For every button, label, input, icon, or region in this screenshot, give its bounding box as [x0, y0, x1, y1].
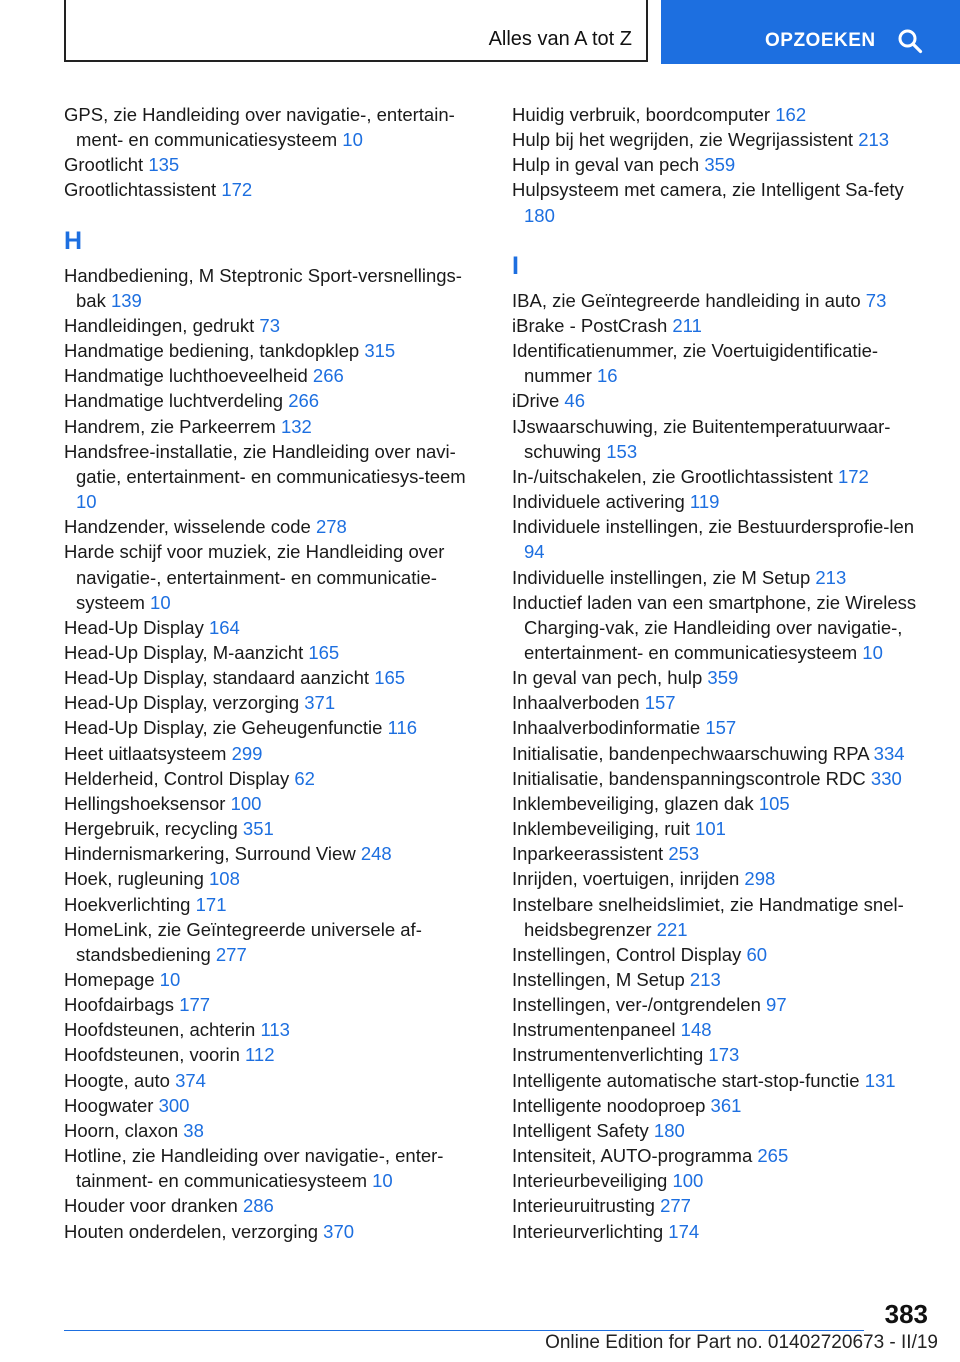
index-entry: [64, 967, 484, 992]
index-entry-text: Initialisatie, bandenpechwaarschuwing RPA: [512, 742, 874, 764]
index-entry-text: Inductief laden van een smartphone, zie Wireless Charging-vak, zie Handleiding over navigatie-, entertainment- en communicatiesysteem: [512, 591, 917, 663]
index-entry: [512, 816, 932, 841]
index-entry: [64, 514, 484, 539]
index-page-link[interactable]: 10: [342, 129, 363, 151]
index-entry: [512, 590, 932, 665]
index-page-link[interactable]: 94: [524, 541, 545, 563]
index-entry: [512, 1219, 932, 1244]
index-entry-text: Inhaalverboden: [512, 692, 645, 714]
index-page-link[interactable]: 253: [668, 843, 700, 865]
index-entry-text: Hoogte, auto: [64, 1069, 176, 1091]
index-entry-text: Handrem, zie Parkeerrem: [64, 415, 281, 437]
index-page-link[interactable]: 100: [230, 792, 262, 814]
index-entry-text: Grootlichtassistent: [64, 179, 222, 201]
index-entry: [512, 565, 932, 590]
index-entry-text: IBA, zie Geïntegreerde handleiding in auto: [512, 289, 866, 311]
index-page-link[interactable]: 361: [710, 1094, 742, 1116]
index-page-link[interactable]: 266: [288, 390, 320, 412]
index-page-link[interactable]: 299: [231, 742, 263, 764]
index-entry: [64, 1193, 484, 1218]
footer-edition-text: Online Edition for Part no. 01402720673 - II/19: [545, 1332, 938, 1353]
index-entry-text: Helderheid, Control Display: [64, 767, 295, 789]
index-page-link[interactable]: 119: [689, 491, 720, 513]
index-entry: [512, 791, 932, 816]
index-entry: [512, 741, 932, 766]
index-page-link[interactable]: 277: [215, 943, 247, 965]
index-page-link[interactable]: 101: [695, 818, 726, 840]
footer-divider: [64, 1330, 864, 1331]
index-page-link[interactable]: 157: [644, 692, 676, 714]
index-entry-text: Inrijden, voertuigen, inrijden: [512, 868, 745, 890]
index-entry-text: Hoofdsteunen, achterin: [64, 1019, 261, 1041]
index-entry-text: iDrive: [512, 390, 565, 412]
index-entry: [512, 514, 932, 564]
index-entry-text: Inhaalverbodinformatie: [512, 717, 706, 739]
index-entry-text: Handmatige luchtverdeling: [64, 390, 289, 412]
index-page-link[interactable]: 10: [76, 491, 97, 513]
index-page-link[interactable]: 359: [707, 667, 739, 689]
index-entry: [64, 1219, 484, 1244]
index-page-link[interactable]: 162: [775, 104, 807, 125]
index-entry-text: Hoofdairbags: [64, 994, 180, 1016]
index-entry-text: Hergebruik, recycling: [64, 818, 243, 840]
index-entry: [512, 841, 932, 866]
index-entry: [512, 1143, 932, 1168]
index-page-link[interactable]: 113: [260, 1019, 290, 1041]
index-entry-text: Intelligente automatische start-stop-functie: [512, 1069, 865, 1091]
index-entry-text: Harde schijf voor muziek, zie Handleiding over navigatie-, entertainment- en communicatie‐systeem: [64, 541, 445, 613]
index-page-link[interactable]: 351: [242, 818, 274, 840]
index-entry-text: Instellingen, ver-/ontgrendelen: [512, 994, 767, 1016]
index-page-link[interactable]: 172: [837, 465, 869, 487]
index-entry-text: Instrumentenverlichting: [512, 1044, 709, 1066]
index-entry-text: HomeLink, zie Geïntegreerde universele af‐standsbediening: [64, 918, 422, 965]
index-page-link[interactable]: 60: [746, 943, 768, 965]
index-page-link[interactable]: 62: [294, 767, 315, 789]
index-entry: [512, 152, 932, 177]
index-entry: [64, 414, 484, 439]
index-entry: [64, 892, 484, 917]
index-entry: [512, 177, 932, 227]
index-entry-text: Hulpsysteem met camera, zie Intelligent Sa‐fety: [512, 179, 904, 201]
index-page-link[interactable]: 213: [858, 129, 890, 151]
index-page-link[interactable]: 213: [815, 566, 847, 588]
index-entry: [512, 1193, 932, 1218]
index-page-link[interactable]: 371: [304, 692, 336, 714]
index-entry: [64, 841, 484, 866]
index-entry-text: Handmatige bediening, tankdopklep: [64, 340, 365, 362]
index-page-link[interactable]: 157: [705, 717, 737, 739]
index-entry: [64, 539, 484, 614]
header-tabbar: [0, 0, 960, 66]
index-entry: [64, 741, 484, 766]
index-entry: [512, 1168, 932, 1193]
index-entry: [64, 917, 484, 967]
index-entry: [64, 1042, 484, 1067]
index-entry: [64, 992, 484, 1017]
index-entry: [64, 715, 484, 740]
index-entry-text: Homepage: [64, 969, 160, 990]
index-entry-text: Instelbare snelheidslimiet, zie Handmatige snel‐heidsbegrenzer: [512, 893, 904, 940]
index-entry-text: Hoofdsteunen, voorin: [64, 1044, 246, 1066]
index-entry: [64, 1118, 484, 1143]
index-entry-text: Houder voor dranken: [64, 1195, 243, 1217]
index-entry: [64, 615, 484, 640]
index-entry: [512, 1068, 932, 1093]
index-page-link[interactable]: 370: [323, 1220, 355, 1242]
index-page-link[interactable]: 16: [597, 365, 618, 387]
index-entry: [512, 766, 932, 791]
index-entry-text: Handleidingen, gedrukt: [64, 314, 260, 336]
index-entry-text: Hindernismarkering, Surround View: [64, 843, 361, 865]
index-entry: [512, 715, 932, 740]
index-entry: [64, 439, 484, 514]
index-entry: [512, 1042, 932, 1067]
index-column-right: [512, 102, 932, 1244]
index-page-link[interactable]: 135: [148, 154, 180, 176]
index-entry-text: Identificatienummer, zie Voertuigidentificatie‐nummer: [512, 340, 879, 387]
index-page-link[interactable]: 180: [653, 1119, 685, 1141]
index-page-link[interactable]: 10: [372, 1170, 393, 1192]
index-entry-text: Hellingshoeksensor: [64, 792, 231, 814]
index-entry-text: Head-Up Display: [64, 616, 209, 638]
index-page-link[interactable]: 172: [221, 179, 253, 201]
index-page-link[interactable]: 38: [183, 1119, 204, 1141]
index-page-link[interactable]: 277: [660, 1195, 691, 1217]
index-page-link[interactable]: 265: [757, 1145, 789, 1167]
index-page-link[interactable]: 334: [873, 742, 905, 764]
index-entry-text: Inklembeveiliging, glazen dak: [512, 792, 759, 814]
index-entry: [512, 388, 932, 413]
tab-a-to-z-label: Alles van A tot Z: [488, 28, 632, 50]
index-page-link[interactable]: 173: [708, 1044, 740, 1066]
index-entry-text: Grootlicht: [64, 154, 149, 176]
index-entry: [512, 967, 932, 992]
index-entry: [512, 338, 932, 388]
index-page-link[interactable]: 164: [208, 616, 240, 638]
index-page-link[interactable]: 153: [606, 440, 638, 462]
index-entry: [64, 1143, 484, 1193]
index-entry: [512, 665, 932, 690]
index-entry: [512, 892, 932, 942]
index-entry: [512, 102, 932, 127]
index-page-link[interactable]: 148: [680, 1019, 712, 1041]
index-entry-text: IJswaarschuwing, zie Buitentemperatuurwaar‐schuwing: [512, 415, 891, 462]
index-entry: [64, 313, 484, 338]
index-entry-text: Handzender, wisselende code: [64, 516, 316, 538]
index-entry-text: Initialisatie, bandenspanningscontrole RDC: [512, 767, 871, 789]
index-page-link[interactable]: 315: [364, 340, 396, 362]
index-page-link[interactable]: 177: [179, 994, 211, 1016]
index-page-link[interactable]: 300: [158, 1094, 190, 1116]
index-entry-text: Individuelle instellingen, zie M Setup: [512, 566, 816, 588]
index-entry: [512, 464, 932, 489]
tab-search[interactable]: [661, 0, 960, 64]
index-entry-text: Inparkeerassistent: [512, 843, 669, 865]
index-entry: [512, 1093, 932, 1118]
index-entry-text: Intensiteit, AUTO-programma: [512, 1145, 758, 1167]
index-entry: [64, 640, 484, 665]
index-entry: [64, 152, 484, 177]
index-entry: [512, 127, 932, 152]
index-entry-text: In-/uitschakelen, zie Grootlichtassistent: [512, 465, 838, 487]
index-page-link[interactable]: 73: [865, 289, 887, 311]
index-entry-text: Handbediening, M Steptronic Sport-versnellings‐bak: [64, 264, 462, 311]
index-entry-text: Hoorn, claxon: [64, 1119, 184, 1141]
index-entry: [512, 1118, 932, 1143]
index-entry: [64, 1068, 484, 1093]
index-entry: [64, 102, 484, 152]
index-entry: [64, 263, 484, 313]
index-page-link[interactable]: 298: [744, 868, 776, 890]
index-page-link[interactable]: 10: [862, 641, 883, 663]
index-entry: [512, 992, 932, 1017]
index-entry: [64, 1017, 484, 1042]
index-entry-text: Huidig verbruik, boordcomputer: [512, 104, 776, 125]
index-entry-text: Intelligente noodoproep: [512, 1094, 711, 1116]
index-entry-text: Hoogwater: [64, 1094, 159, 1116]
index-page-link[interactable]: 266: [312, 365, 344, 387]
index-page-link[interactable]: 165: [374, 667, 406, 689]
index-entry: [512, 690, 932, 715]
index-page-link[interactable]: 330: [870, 767, 902, 789]
index-page-link[interactable]: 73: [259, 314, 280, 336]
index-entry-text: Hoek, rugleuning: [64, 868, 210, 890]
index-entry-text: Individuele activering: [512, 491, 690, 513]
index-entry: [512, 414, 932, 464]
index-page-link[interactable]: 278: [315, 516, 347, 538]
index-page-link[interactable]: 46: [564, 390, 585, 412]
index-entry-text: Head-Up Display, M-aanzicht: [64, 641, 309, 663]
index-page-link[interactable]: 359: [704, 154, 736, 176]
index-entry: [64, 866, 484, 891]
index-entry: [512, 313, 932, 338]
index-entry-text: Interieuruitrusting: [512, 1195, 661, 1217]
index-entry-text: Instellingen, M Setup: [512, 969, 690, 990]
index-letter-heading: I: [512, 251, 519, 280]
index-entry: [512, 1017, 932, 1042]
index-page-link[interactable]: 211: [672, 314, 702, 336]
index-page-link[interactable]: 100: [672, 1170, 704, 1192]
index-entry-text: Instellingen, Control Display: [512, 943, 747, 965]
index-entry-text: Interieurbeveiliging: [512, 1170, 673, 1192]
index-entry-text: In geval van pech, hulp: [512, 667, 708, 689]
index-entry-text: Hulp bij het wegrijden, zie Wegrijassistent: [512, 129, 859, 151]
index-entry-text: Interieurverlichting: [512, 1220, 669, 1242]
index-page-link[interactable]: 108: [209, 868, 240, 890]
index-page-link[interactable]: 139: [110, 289, 142, 311]
index-entry: [64, 690, 484, 715]
tab-search-label: OPZOEKEN: [765, 30, 876, 51]
index-page-link[interactable]: 105: [758, 792, 790, 814]
index-entry-text: iBrake - PostCrash: [512, 314, 673, 336]
index-entry: [64, 766, 484, 791]
index-entry: [64, 363, 484, 388]
index-page-link[interactable]: 174: [668, 1220, 700, 1242]
index-entry-text: Hotline, zie Handleiding over navigatie-, enter‐tainment- en communicatiesysteem: [64, 1145, 444, 1192]
index-entry-text: Handsfree-installatie, zie Handleiding over navi‐gatie, entertainment- en communicatiesys‐teem: [64, 440, 466, 487]
index-page-link[interactable]: 132: [280, 415, 312, 437]
index-entry: [512, 288, 932, 313]
index-entry: [512, 866, 932, 891]
index-page-link[interactable]: 116: [387, 717, 418, 739]
index-page-link[interactable]: 131: [864, 1069, 896, 1091]
index-page-link[interactable]: 374: [175, 1069, 206, 1091]
index-page-link[interactable]: 171: [195, 893, 227, 915]
index-entry-text: Hoekverlichting: [64, 893, 196, 915]
index-entry: [64, 388, 484, 413]
tab-a-to-z[interactable]: [64, 0, 648, 62]
index-entry-text: Houten onderdelen, verzorging: [64, 1220, 324, 1242]
magnifier-icon: [897, 28, 923, 54]
index-entry-text: Individuele instellingen, zie Bestuurdersprofie‐len: [512, 516, 915, 538]
page-number: 383: [884, 1299, 928, 1329]
index-entry: [64, 338, 484, 363]
index-page-link[interactable]: 213: [689, 969, 721, 990]
index-entry-text: Head-Up Display, zie Geheugenfunctie: [64, 717, 388, 739]
index-entry: [64, 1093, 484, 1118]
index-entry: [64, 177, 484, 202]
index-letter-heading: H: [64, 226, 83, 255]
index-page-link[interactable]: 221: [656, 918, 688, 940]
index-entry-text: Head-Up Display, verzorging: [64, 692, 305, 714]
index-entry: [64, 665, 484, 690]
index-page-link[interactable]: 286: [242, 1195, 274, 1217]
index-entry-text: Head-Up Display, standaard aanzicht: [64, 667, 375, 689]
index-page-link[interactable]: 165: [308, 641, 340, 663]
index-entry: [512, 942, 932, 967]
index-page-link[interactable]: 112: [245, 1044, 275, 1066]
index-entry-text: Instrumentenpaneel: [512, 1019, 681, 1041]
index-page-link[interactable]: 10: [150, 591, 171, 613]
index-page-link[interactable]: 97: [766, 994, 787, 1016]
index-entry-text: Hulp in geval van pech: [512, 154, 705, 176]
index-page-link[interactable]: 248: [360, 843, 392, 865]
index-entry-text: Intelligent Safety: [512, 1119, 654, 1141]
index-entry: [64, 816, 484, 841]
index-entry-text: Handmatige luchthoeveelheid: [64, 365, 313, 387]
index-entry-text: GPS, zie Handleiding over navigatie-, entertain‐ment- en communicatiesysteem: [64, 104, 455, 151]
index-column-left: [64, 102, 484, 1244]
index-page-link[interactable]: 10: [159, 969, 181, 990]
index-entry: [512, 489, 932, 514]
index-entry-text: Inklembeveiliging, ruit: [512, 818, 696, 840]
index-entry: [64, 791, 484, 816]
index-page-link[interactable]: 180: [524, 204, 555, 226]
index-entry-text: Heet uitlaatsysteem: [64, 742, 232, 764]
